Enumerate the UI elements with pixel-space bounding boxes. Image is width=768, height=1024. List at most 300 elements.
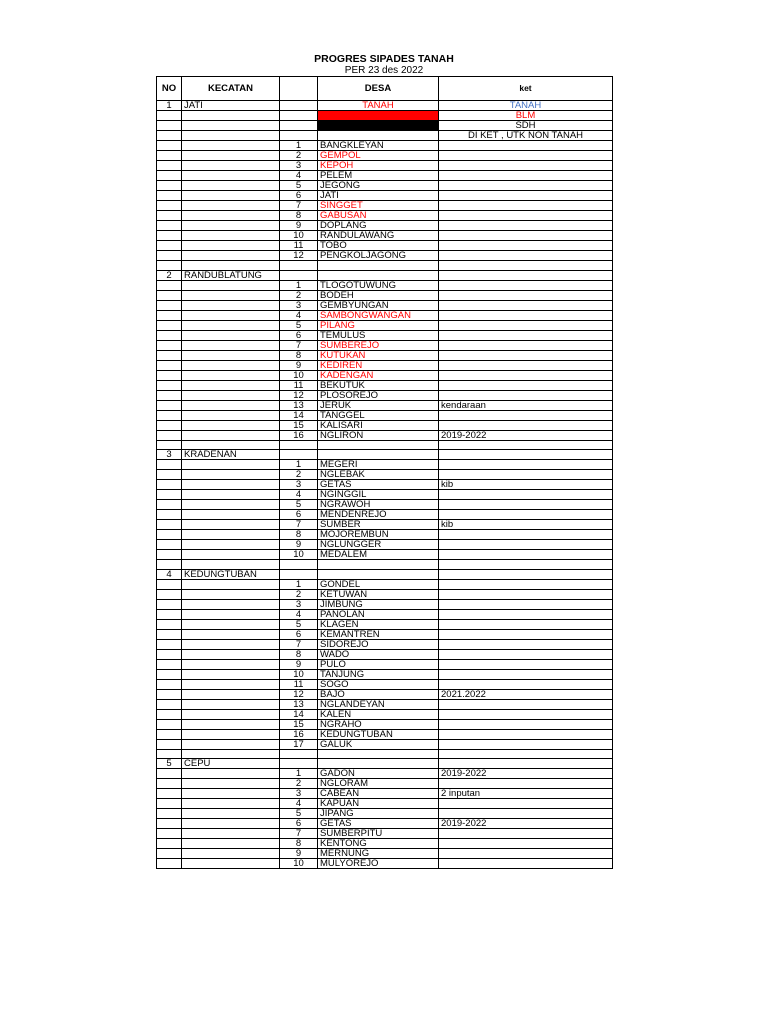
village-row [157,540,613,550]
no-cell [157,430,182,440]
village-row [157,829,613,839]
desa-cell: SOGO [318,679,439,689]
ket-cell [439,669,613,679]
desa-cell: BEKUTUK [318,380,439,390]
kecamatan-cell [182,589,280,599]
desa-cell: GALUK [318,739,439,749]
village-number-cell [280,121,318,131]
legend-row [157,131,613,141]
ket-cell [439,540,613,550]
desa-cell: BODEH [318,290,439,300]
village-row [157,599,613,609]
ket-cell [439,350,613,360]
header-kecatan: KECATAN [182,77,280,101]
desa-cell: NGLORAM [318,779,439,789]
desa-cell: PENGKOLJAGONG [318,251,439,261]
kecamatan-cell [182,560,280,570]
village-number-cell: 11 [280,679,318,689]
group-row [157,759,613,769]
village-number-cell: 4 [280,171,318,181]
village-row [157,400,613,410]
desa-cell [318,131,439,141]
village-number-cell: 12 [280,390,318,400]
no-cell [157,859,182,869]
village-number-cell: 11 [280,380,318,390]
no-cell [157,261,182,271]
kecamatan-cell [182,121,280,131]
village-number-cell: 9 [280,360,318,370]
ket-cell [439,330,613,340]
no-cell [157,280,182,290]
desa-cell: MULYOREJO [318,859,439,869]
desa-cell: NGLANDEYAN [318,699,439,709]
no-cell [157,649,182,659]
village-number-cell: 9 [280,221,318,231]
ket-cell: 2019-2022 [439,819,613,829]
ket-cell [439,729,613,739]
ket-cell [439,619,613,629]
ket-cell [439,410,613,420]
ket-cell: kib [439,520,613,530]
no-cell [157,360,182,370]
kecamatan-cell [182,261,280,271]
ket-cell [439,649,613,659]
village-number-cell: 8 [280,350,318,360]
village-row [157,201,613,211]
village-row [157,390,613,400]
kecamatan-cell [182,779,280,789]
village-row [157,171,613,181]
kecamatan-cell [182,799,280,809]
village-row [157,609,613,619]
desa-cell: NGRAWOH [318,500,439,510]
village-row [157,280,613,290]
village-row [157,779,613,789]
desa-cell: KADENGAN [318,370,439,380]
ket-cell [439,709,613,719]
no-cell [157,121,182,131]
ket-cell [439,839,613,849]
village-number-cell [280,569,318,579]
ket-cell [439,161,613,171]
ket-cell [439,370,613,380]
no-cell [157,619,182,629]
no-cell [157,370,182,380]
desa-cell: KEPOH [318,161,439,171]
ket-cell [439,380,613,390]
village-number-cell: 9 [280,849,318,859]
desa-cell: PANOLAN [318,609,439,619]
village-row [157,310,613,320]
village-row [157,550,613,560]
desa-cell: TANGGEL [318,410,439,420]
no-cell [157,540,182,550]
village-number-cell: 6 [280,510,318,520]
kecamatan-cell [182,280,280,290]
kecamatan-cell [182,231,280,241]
no-cell [157,689,182,699]
legend-row [157,121,613,131]
kecamatan-cell [182,221,280,231]
kecamatan-cell [182,709,280,719]
ket-cell [439,599,613,609]
kecamatan-cell [182,161,280,171]
ket-cell [439,340,613,350]
no-cell [157,161,182,171]
table-header [157,77,613,101]
kecamatan-cell [182,859,280,869]
ket-cell [439,609,613,619]
no-cell [157,839,182,849]
no-cell [157,221,182,231]
kecamatan-cell [182,520,280,530]
village-number-cell [280,450,318,460]
village-number-cell: 8 [280,649,318,659]
desa-cell: MEDALEM [318,550,439,560]
village-number-cell: 15 [280,420,318,430]
village-row [157,669,613,679]
ket-cell [439,300,613,310]
kecamatan-cell [182,839,280,849]
no-cell: 4 [157,569,182,579]
no-cell [157,181,182,191]
village-number-cell: 2 [280,151,318,161]
header-blank [280,77,318,101]
no-cell [157,131,182,141]
village-row [157,809,613,819]
ket-cell [439,739,613,749]
desa-cell: GEMPOL [318,151,439,161]
kecamatan-cell [182,370,280,380]
village-number-cell: 10 [280,550,318,560]
village-number-cell: 8 [280,530,318,540]
ket-cell [439,829,613,839]
kecamatan-cell [182,460,280,470]
village-row [157,161,613,171]
desa-cell [318,450,439,460]
desa-cell [318,560,439,570]
village-row [157,849,613,859]
desa-cell: GADON [318,769,439,779]
kecamatan-cell [182,849,280,859]
kecamatan-cell [182,639,280,649]
header-desa: DESA [318,77,439,101]
desa-cell: PILANG [318,320,439,330]
village-row [157,290,613,300]
ket-cell [439,500,613,510]
ket-cell [439,530,613,540]
village-row [157,430,613,440]
village-row [157,739,613,749]
desa-cell: NGLIRON [318,430,439,440]
no-cell [157,241,182,251]
ket-cell: TANAH [439,101,613,111]
village-number-cell: 5 [280,809,318,819]
no-cell [157,420,182,430]
ket-cell: 2021.2022 [439,689,613,699]
village-number-cell: 4 [280,310,318,320]
village-row [157,839,613,849]
no-cell [157,659,182,669]
desa-cell: SUMBER [318,520,439,530]
no-cell [157,410,182,420]
village-row [157,360,613,370]
ket-cell [439,251,613,261]
spacer-row [157,261,613,271]
spacer-row [157,440,613,450]
desa-cell: SAMBONGWANGAN [318,310,439,320]
no-cell [157,151,182,161]
desa-cell: KEDIREN [318,360,439,370]
no-cell [157,799,182,809]
kecamatan-cell [182,211,280,221]
ket-cell [439,450,613,460]
kecamatan-cell [182,819,280,829]
kecamatan-cell [182,550,280,560]
kecamatan-cell [182,669,280,679]
desa-cell: TANAH [318,101,439,111]
no-cell [157,699,182,709]
ket-cell [439,270,613,280]
no-cell [157,350,182,360]
village-row [157,181,613,191]
no-cell: 2 [157,270,182,280]
no-cell [157,510,182,520]
kecamatan-cell [182,679,280,689]
desa-cell: WADO [318,649,439,659]
kecamatan-cell [182,729,280,739]
ket-cell [439,201,613,211]
ket-cell [439,679,613,689]
no-cell [157,330,182,340]
desa-cell [318,261,439,271]
village-number-cell: 2 [280,779,318,789]
village-row [157,191,613,201]
village-number-cell: 3 [280,161,318,171]
kecamatan-cell [182,579,280,589]
kecamatan-cell [182,111,280,121]
village-row [157,221,613,231]
desa-cell: CABEAN [318,789,439,799]
no-cell [157,739,182,749]
no-cell [157,231,182,241]
document-title: PROGRES SIPADES TANAH [314,53,454,65]
kecamatan-cell: KRADENAN [182,450,280,460]
ket-cell [439,779,613,789]
village-row [157,420,613,430]
desa-cell [318,111,439,121]
village-number-cell: 7 [280,340,318,350]
desa-cell: TEMULUS [318,330,439,340]
group-row [157,569,613,579]
ket-cell [439,221,613,231]
no-cell: 5 [157,759,182,769]
desa-cell: MOJOREMBUN [318,530,439,540]
village-number-cell: 10 [280,669,318,679]
desa-cell: KUTUKAN [318,350,439,360]
no-cell [157,440,182,450]
village-row [157,699,613,709]
ket-cell [439,261,613,271]
kecamatan-cell: JATI [182,101,280,111]
village-row [157,859,613,869]
kecamatan-cell: CEPU [182,759,280,769]
village-number-cell: 4 [280,490,318,500]
no-cell [157,191,182,201]
desa-cell: NGRAHO [318,719,439,729]
no-cell [157,589,182,599]
no-cell [157,530,182,540]
kecamatan-cell [182,141,280,151]
ket-cell [439,719,613,729]
no-cell [157,340,182,350]
ket-cell [439,490,613,500]
ket-cell [439,639,613,649]
ket-cell [439,799,613,809]
ket-cell [439,470,613,480]
kecamatan-cell [182,490,280,500]
ket-cell [439,141,613,151]
group-row [157,101,613,111]
village-row [157,679,613,689]
kecamatan-cell [182,789,280,799]
kecamatan-cell [182,380,280,390]
no-cell [157,460,182,470]
village-number-cell: 17 [280,739,318,749]
ket-cell [439,460,613,470]
no-cell [157,769,182,779]
village-row [157,490,613,500]
kecamatan-cell [182,360,280,370]
no-cell [157,111,182,121]
village-number-cell: 3 [280,599,318,609]
no-cell [157,579,182,589]
village-number-cell [280,749,318,759]
village-row [157,799,613,809]
ket-cell [439,809,613,819]
desa-cell: NGLEBAK [318,470,439,480]
ket-cell: BLM [439,111,613,121]
group-row [157,450,613,460]
header-ket: ket [439,77,613,101]
ket-cell [439,320,613,330]
no-cell [157,809,182,819]
village-number-cell [280,131,318,141]
desa-cell [318,759,439,769]
kecamatan-cell [182,599,280,609]
no-cell [157,211,182,221]
desa-cell: MERNUNG [318,849,439,859]
no-cell [157,290,182,300]
kecamatan-cell [182,609,280,619]
desa-cell [318,121,439,131]
kecamatan-cell [182,649,280,659]
desa-cell: BANGKLEYAN [318,141,439,151]
kecamatan-cell [182,251,280,261]
ket-cell [439,280,613,290]
desa-cell: KALISARI [318,420,439,430]
ket-cell: 2019-2022 [439,430,613,440]
desa-cell: SUMBERPITU [318,829,439,839]
no-cell [157,310,182,320]
kecamatan-cell [182,320,280,330]
village-number-cell: 1 [280,280,318,290]
no-cell [157,400,182,410]
no-cell [157,550,182,560]
village-row [157,470,613,480]
village-number-cell: 1 [280,141,318,151]
village-row [157,579,613,589]
desa-cell: JERUK [318,400,439,410]
desa-cell: SIDOREJO [318,639,439,649]
village-row [157,589,613,599]
legend-row [157,111,613,121]
village-number-cell: 7 [280,520,318,530]
no-cell [157,749,182,759]
ket-cell [439,171,613,181]
village-number-cell [280,270,318,280]
kecamatan-cell [182,619,280,629]
kecamatan-cell [182,829,280,839]
village-row [157,340,613,350]
ket-cell: DI KET , UTK NON TANAH [439,131,613,141]
village-row [157,769,613,779]
village-row [157,231,613,241]
village-row [157,520,613,530]
village-row [157,649,613,659]
no-cell [157,560,182,570]
kecamatan-cell [182,440,280,450]
desa-cell: KALEN [318,709,439,719]
village-row [157,141,613,151]
desa-cell: KENTONG [318,839,439,849]
desa-cell: KEMANTREN [318,629,439,639]
village-number-cell: 8 [280,211,318,221]
no-cell [157,629,182,639]
ket-cell [439,181,613,191]
village-number-cell: 6 [280,191,318,201]
progress-table [156,76,613,869]
village-number-cell: 1 [280,769,318,779]
ket-cell: kib [439,480,613,490]
kecamatan-cell [182,410,280,420]
ket-cell [439,420,613,430]
kecamatan-cell [182,749,280,759]
kecamatan-cell [182,510,280,520]
kecamatan-cell [182,300,280,310]
desa-cell: KETUWAN [318,589,439,599]
ket-cell [439,849,613,859]
village-row [157,380,613,390]
kecamatan-cell [182,769,280,779]
desa-cell: KEDUNGTUBAN [318,729,439,739]
village-number-cell: 15 [280,719,318,729]
village-number-cell [280,560,318,570]
village-row [157,350,613,360]
kecamatan-cell [182,241,280,251]
no-cell: 3 [157,450,182,460]
village-number-cell: 10 [280,231,318,241]
kecamatan-cell: KEDUNGTUBAN [182,569,280,579]
kecamatan-cell [182,719,280,729]
village-row [157,410,613,420]
no-cell [157,251,182,261]
desa-cell: GONDEL [318,579,439,589]
village-row [157,629,613,639]
no-cell [157,679,182,689]
village-row [157,719,613,729]
no-cell [157,480,182,490]
